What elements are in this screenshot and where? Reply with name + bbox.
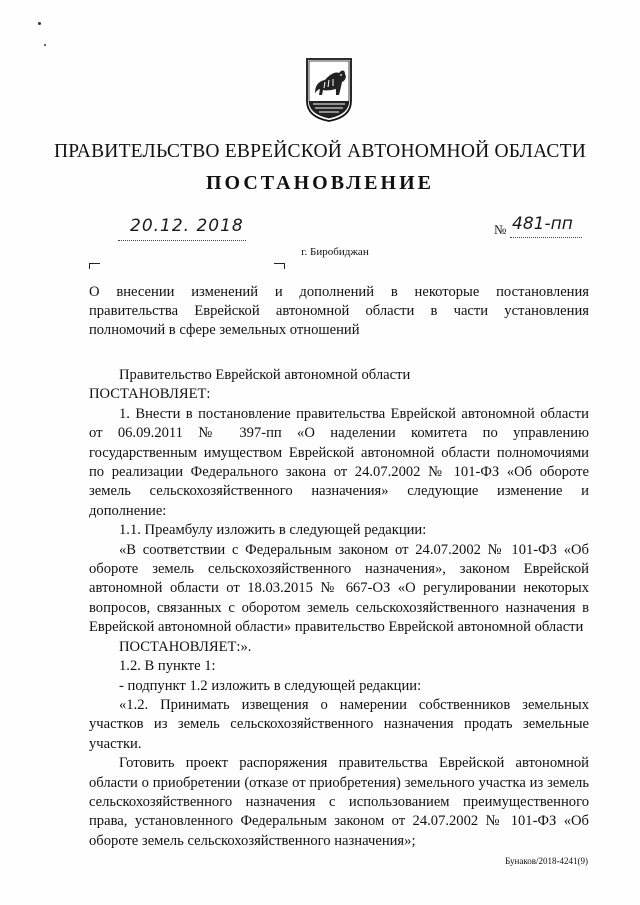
handwritten-number: 481-пп — [512, 214, 573, 234]
body-paragraph: 1. Внести в постановление правительства Еврейской автономной области от 06.09.2011 № 397-пп «О наделении комитета по управлению государственным имуществом Еврейской автономной области полномочиями по реализации Федерального закона от 24.07.2002 № 101-ФЗ «Об обороте земель сельскохозяйственного назначения» следующие изменение и дополнение: — [89, 405, 589, 519]
body-paragraph: «1.2. Принимать извещения о намерении собственников земельных участков из земель сельскохозяйственного назначения продать земельные участки. — [89, 696, 589, 752]
scan-speck — [38, 22, 41, 25]
date-field — [118, 218, 246, 241]
city-label: г. Биробиджан — [301, 246, 369, 258]
document-body — [89, 366, 589, 851]
body-paragraph: ПОСТАНОВЛЯЕТ: — [89, 386, 211, 403]
body-paragraph: Правительство Еврейской автономной области — [119, 367, 411, 383]
body-paragraph: 1.2. В пункте 1: — [119, 658, 216, 675]
tiger-coat-of-arms-icon — [305, 57, 353, 123]
body-paragraph: «В соответствии с Федеральным законом от 24.07.2002 № 101-ФЗ «Об обороте земель сельскохозяйственного назначения», законом Еврейской автономной области от 18.03.2015 № 667-ОЗ «О регулировании некоторых вопросов, связанных с оборотом земель сельскохозяйственного назначения в Еврейской автономной области» правительство Еврейской автономной области — [89, 541, 589, 636]
document-type-title: ПОСТАНОВЛЕНИЕ — [206, 172, 434, 194]
corner-bracket-left — [89, 263, 100, 269]
scan-speck — [44, 44, 46, 46]
body-paragraph: Готовить проект распоряжения правительства Еврейской автономной области о приобретении (отказе от приобретения) земельного участка из земель сельскохозяйственного назначения с использованием преимущественного права, установленного Федеральным законом от 24.07.2002 № 101-ФЗ «Об обороте земель сельскохозяйственного назначения»; — [89, 755, 589, 849]
body-paragraph: ПОСТАНОВЛЯЕТ:». — [119, 638, 252, 655]
document-subject: О внесении изменений и дополнений в некоторые постановления правительства Еврейской автономной области в части установления полномочий в сфере земельных отношений — [89, 284, 589, 338]
handwritten-date: 20.12. 2018 — [130, 216, 244, 236]
number-label: № — [494, 222, 507, 237]
body-paragraph: 1.1. Преамбулу изложить в следующей редакции: — [119, 522, 427, 539]
corner-bracket-right — [274, 263, 285, 269]
number-field — [510, 215, 582, 238]
body-paragraph: - подпункт 1.2 изложить в следующей редакции: — [119, 677, 422, 694]
government-title: ПРАВИТЕЛЬСТВО ЕВРЕЙСКОЙ АВТОНОМНОЙ ОБЛАСТИ — [53, 141, 587, 162]
footer-reference: Бунаков/2018-4241(9) — [505, 856, 588, 866]
